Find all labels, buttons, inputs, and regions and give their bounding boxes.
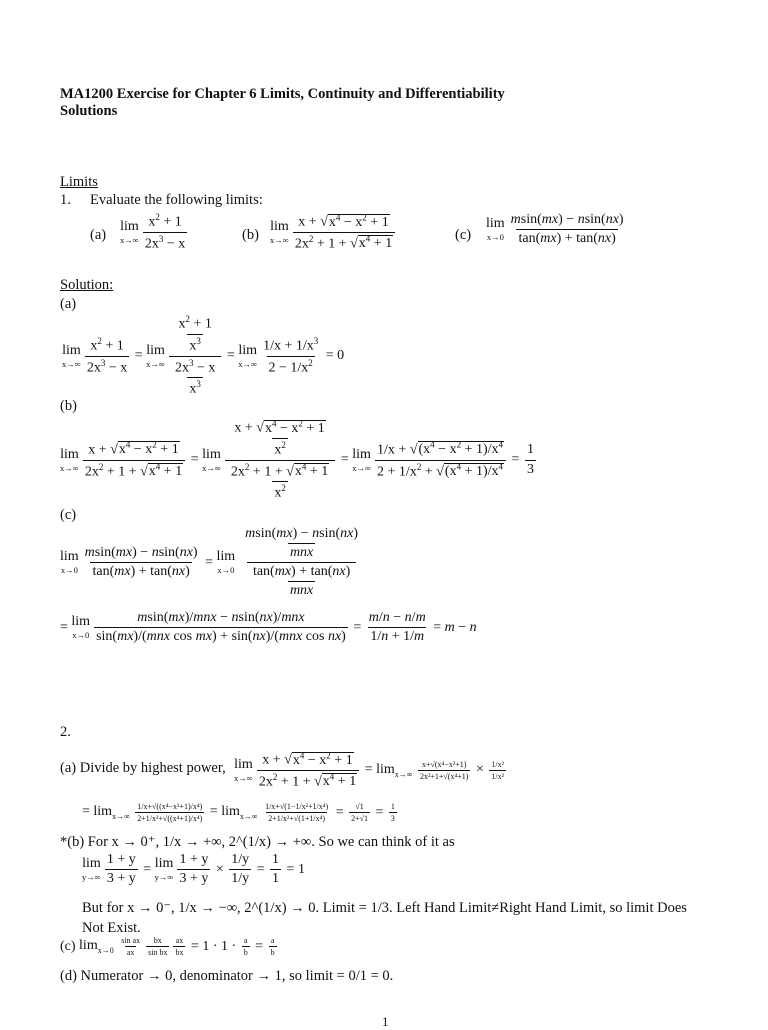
q2-part-c-label: (c)	[60, 938, 76, 954]
solution-a-label: (a)	[60, 296, 77, 312]
q2-part-a-expression: lim x→∞ $\frac{x + √x^4 - x^2 + 1}{2x^2 + 1 + √x^4 + 1}$ = $\lim_{x\to\infty}$ $\frac{\text{x+√(x⁴−x²+1)}}{\text{2x²+1+√(x⁴+1)}}$ × $\frac{\text{1/x²}}{\text{1/x²}}$	[234, 750, 504, 790]
part-a-expression: lim x→∞ $\frac{x^2 + 1}{2x^3 - x}$	[120, 212, 186, 252]
part-c-label: (c)	[455, 227, 472, 243]
solution-c-derivation-2: = lim x→0 $\frac{\text{msin(mx)/mnx − nsin(nx)/mnx}}{\text{sin(mx)/(mnx cos mx) + sin(nx)/(mnx cos nx)}}$ = $\frac{m/n - n/m}{1/n + 1/m}$ = m − n	[60, 610, 477, 645]
q2-part-b-expression: lim y→∞ $\frac{1 + y}{3 + y}$ = lim y→∞ $\frac{1 + y}{3 + y}$ × $\frac{1/y}{1/y}$ = $\frac{1}{1}$ = 1	[82, 852, 305, 887]
document-title: MA1200 Exercise for Chapter 6 Limits, Continuity and Differentiability	[60, 86, 505, 102]
section-heading-limits: Limits	[60, 174, 98, 190]
q2-part-d-line: (d) Numerator → 0, denominator → 1, so limit = 0/1 = 0.	[60, 968, 394, 984]
question-1-prompt: Evaluate the following limits:	[90, 192, 263, 208]
solution-heading: Solution:	[60, 277, 114, 293]
q2-part-a-continuation: = $\lim_{x\to\infty}$ $\frac{\text{1/x+√((x⁴−x²+1)/x⁴)}}{\text{2+1/x²+√((x⁴+1)/x⁴)}}$ = $\lim_{x\to\infty}$ $\frac{\text{1/x+√(1−1/x²+1/x⁴)}}{\text{2+1/x²+√(1+1/x⁴)}}$ = $\frac{√1}{2+√1}$ = $\frac{1}{3}$	[82, 802, 395, 824]
q2-part-b-line4: Not Exist.	[82, 920, 141, 936]
part-c-expression: lim x→0 $\frac{msin(mx) - nsin(nx)}{\tan(mx) + \tan(nx)}$	[486, 212, 624, 247]
question-1-number: 1.	[60, 192, 71, 208]
part-b-expression: lim x→∞ $\frac{x + √x^4 - x^2 + 1}{2x^2 + 1 + √x^4 + 1}$	[270, 212, 397, 253]
solution-b-derivation: lim x→∞ $\frac{x + √x^4 - x^2 + 1}{2x^2 + 1 + √x^4 + 1}$ = lim x→∞ $\frac{\frac{x + √x^4 - x^2 + 1}{x^2}}{\frac{2x^2 + 1 + √x^4 + 1}{x^2}}$ = lim x→∞ $\frac{1/x + √(x^4 - x^2 + 1)/x^4}{2 + 1/x^2 + √(x^4 + 1)/x^4}$ = $\frac{1}{3}$	[60, 418, 534, 501]
part-b-label: (b)	[242, 227, 259, 243]
part-a-label: (a)	[90, 227, 107, 243]
q2-part-b-line1: *(b) For x → 0⁺, 1/x → +∞, 2^(1/x) → +∞. So we can think of it as	[60, 834, 455, 850]
document-subtitle: Solutions	[60, 103, 118, 119]
question-2-number: 2.	[60, 724, 71, 740]
solution-c-derivation-1: lim x→0 $\frac{msin(mx) - nsin(nx)}{\tan(mx) + \tan(nx)}$ = lim x→0 $\frac{\frac{msin(mx) - nsin(nx)}{\text{mnx}}}{\frac{\tan(mx) + \tan(nx)}{\text{mnx}}}$	[60, 526, 359, 599]
solution-b-label: (b)	[60, 398, 77, 414]
q2-part-c-line: (c) $\lim_{x\to 0}$ $\frac{\text{sin ax}}{ax}$ $\frac{bx}{\text{sin bx}}$ $\frac{ax}{bx}$ = 1 · 1 · $\frac{a}{b}$ = $\frac{a}{b}$	[60, 936, 275, 958]
q2-part-a-text: (a) Divide by highest power,	[60, 760, 226, 776]
solution-a-derivation: lim x→∞ $\frac{x^2 + 1}{2x^3 - x}$ = lim x→∞ $\frac{\frac{x^2 + 1}{x^3}}{\frac{2x^3 - x}{x^3}}$ = lim x→∞ $\frac{1/x + 1/x^3}{2 - 1/x^2}$ = 0	[62, 314, 345, 397]
page-number: 1	[382, 1014, 389, 1029]
q2-part-b-line3: But for x → 0⁻, 1/x → −∞, 2^(1/x) → 0. Limit = 1/3. Left Hand Limit≠Right Hand Limit, so limit Does	[82, 900, 687, 916]
solution-c-label: (c)	[60, 507, 77, 523]
